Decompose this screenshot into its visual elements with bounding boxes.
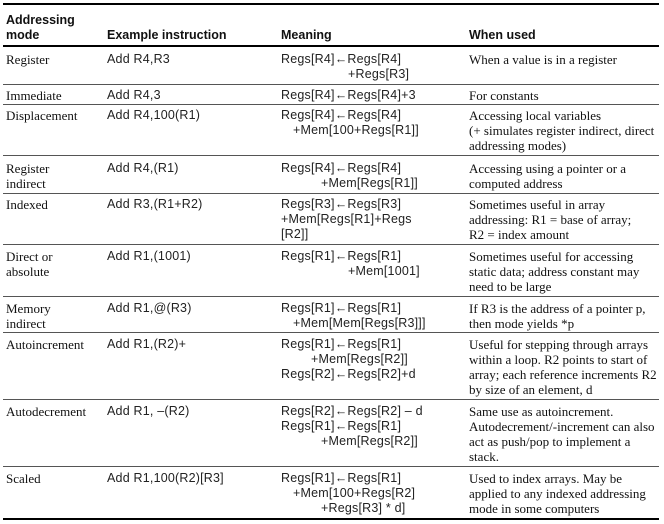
row-autoincrement-mode: Autoincrement [6, 337, 84, 352]
row-indexed-used: Sometimes useful in array addressing: R1 = base of array; R2 = index amount [469, 197, 632, 242]
row-register-used: When a value is in a register [469, 52, 617, 67]
row-direct-used: Sometimes useful for accessing static data; address constant may need to be large [469, 249, 640, 294]
row-autoincrement-example: Add R1,(R2)+ [107, 337, 187, 351]
table-top-rule [3, 3, 659, 5]
header-mode: Addressing mode [6, 13, 75, 42]
header-when-used: When used [469, 28, 536, 42]
row-memory-indirect-mode: Memory indirect [6, 301, 51, 331]
header-rule [3, 45, 659, 47]
row-scaled-example: Add R1,100(R2)[R3] [107, 471, 224, 485]
row-scaled-used: Used to index arrays. May be applied to any indexed addressing mode in some computers [469, 471, 646, 516]
table-bottom-rule [3, 518, 659, 520]
row-divider [3, 104, 659, 105]
row-direct-meaning: Regs[R1]←Regs[R1] +Mem[1001] [281, 249, 420, 278]
row-scaled-mode: Scaled [6, 471, 41, 486]
row-divider [3, 155, 659, 156]
row-register-indirect-example: Add R4,(R1) [107, 161, 179, 175]
row-register-meaning: Regs[R4]←Regs[R4] +Regs[R3] [281, 52, 410, 81]
row-indexed-meaning: Regs[R3]←Regs[R3] +Mem[Regs[R1]+Regs [R2]] [281, 197, 412, 241]
header-meaning: Meaning [281, 28, 332, 42]
row-divider [3, 244, 659, 245]
row-memory-indirect-example: Add R1,@(R3) [107, 301, 192, 315]
row-displacement-mode: Displacement [6, 108, 78, 123]
row-direct-mode: Direct or absolute [6, 249, 53, 279]
row-divider [3, 466, 659, 467]
row-autodecrement-example: Add R1, –(R2) [107, 404, 190, 418]
row-autodecrement-meaning: Regs[R2]←Regs[R2] – d Regs[R1]←Regs[R1] +Mem[Regs[R2]] [281, 404, 423, 448]
row-displacement-meaning: Regs[R4]←Regs[R4] +Mem[100+Regs[R1]] [281, 108, 419, 137]
row-register-mode: Register [6, 52, 50, 67]
row-immediate-meaning: Regs[R4]←Regs[R4]+3 [281, 88, 416, 102]
row-direct-example: Add R1,(1001) [107, 249, 191, 263]
row-autoincrement-meaning: Regs[R1]←Regs[R1] +Mem[Regs[R2]] Regs[R2]←Regs[R2]+d [281, 337, 416, 381]
row-divider [3, 193, 659, 194]
row-register-indirect-used: Accessing using a pointer or a computed address [469, 161, 627, 191]
row-autoincrement-used: Useful for stepping through arrays within a loop. R2 points to start of array; each reference increments R2 by size of an element, d [469, 337, 657, 397]
row-scaled-meaning: Regs[R1]←Regs[R1] +Mem[100+Regs[R2] +Regs[R3] * d] [281, 471, 416, 515]
row-displacement-used: Accessing local variables (+ simulates register indirect, direct addressing modes) [469, 108, 655, 153]
row-immediate-used: For constants [469, 88, 539, 103]
row-memory-indirect-meaning: Regs[R1]←Regs[R1] +Mem[Mem[Regs[R3]]] [281, 301, 426, 330]
row-divider [3, 84, 659, 85]
row-divider [3, 399, 659, 400]
row-autodecrement-used: Same use as autoincrement. Autodecrement/-increment can also act as push/pop to implement a stack. [469, 404, 655, 464]
row-divider [3, 296, 659, 297]
header-example: Example instruction [107, 28, 227, 42]
row-register-example: Add R4,R3 [107, 52, 170, 66]
row-immediate-example: Add R4,3 [107, 88, 161, 102]
row-autodecrement-mode: Autodecrement [6, 404, 87, 419]
row-immediate-mode: Immediate [6, 88, 62, 103]
row-displacement-example: Add R4,100(R1) [107, 108, 201, 122]
row-divider [3, 332, 659, 333]
row-indexed-example: Add R3,(R1+R2) [107, 197, 203, 211]
row-register-indirect-meaning: Regs[R4]←Regs[R4] +Mem[Regs[R1]] [281, 161, 418, 190]
row-indexed-mode: Indexed [6, 197, 48, 212]
row-register-indirect-mode: Register indirect [6, 161, 50, 191]
row-memory-indirect-used: If R3 is the address of a pointer p, then mode yields *p [469, 301, 646, 331]
